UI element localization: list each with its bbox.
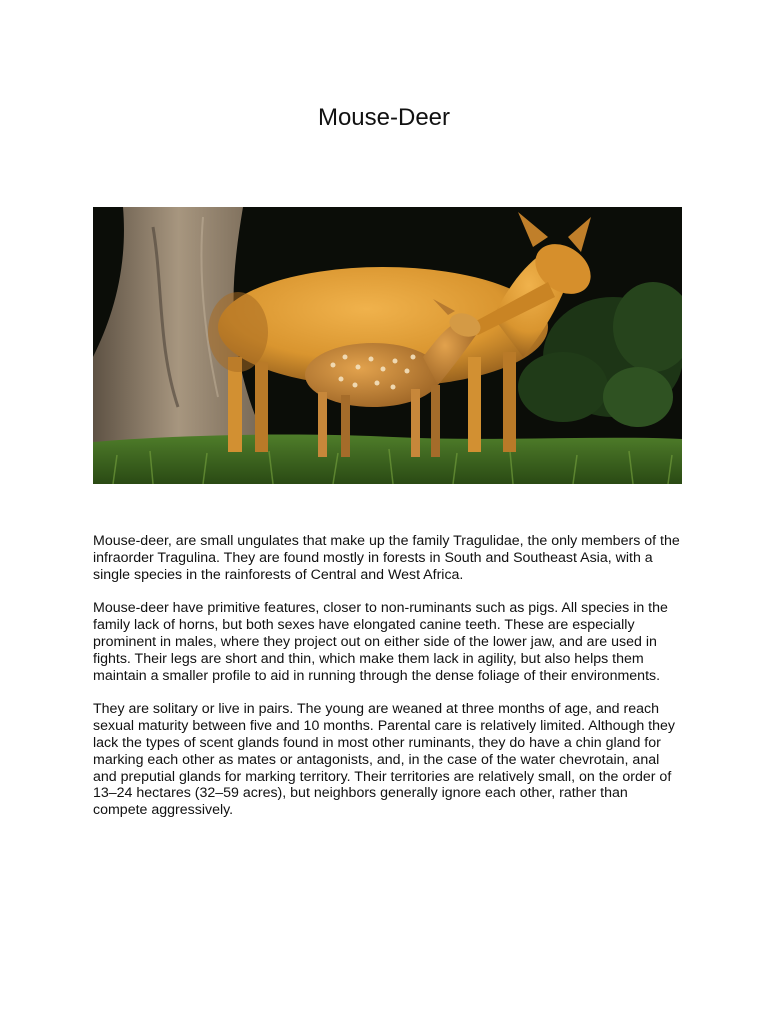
deer-photo — [93, 207, 682, 484]
article-body — [93, 533, 685, 836]
page-title: Mouse-Deer — [317, 104, 451, 131]
deer-photo-illustration — [93, 207, 682, 484]
paragraph-3: They are solitary or live in pairs. The young are weaned at three months of age, and reach sexual maturity between five and 10 months. Parental care is relatively limited. Although they lack the types of scent glands found in most other ruminants, they do have a chin gland for marking each other as mates or antagonists, and, in the case of the water chevrotain, anal and preputial glands for marking territory. Their territories are relatively small, on the order of 13–24 hectares (32–59 acres), but neighbors generally ignore each other, rather than compete aggressively. — [93, 701, 675, 819]
paragraph-1: Mouse-deer, are small ungulates that make up the family Tragulidae, the only members of the infraorder Tragulina. They are found mostly in forests in South and Southeast Asia, with a single species in the rainforests of Central and West Africa. — [93, 533, 680, 583]
grass — [93, 435, 682, 484]
paragraph-2: Mouse-deer have primitive features, closer to non-ruminants such as pigs. All species in the family lack of horns, but both sexes have elongated canine teeth. These are especially prominent in males, where they project out on either side of the lower jaw, and are used in fights. Their legs are short and thin, which make them lack in agility, but also helps them maintain a smaller profile to aid in running through the dense foliage of their environments. — [93, 600, 668, 684]
